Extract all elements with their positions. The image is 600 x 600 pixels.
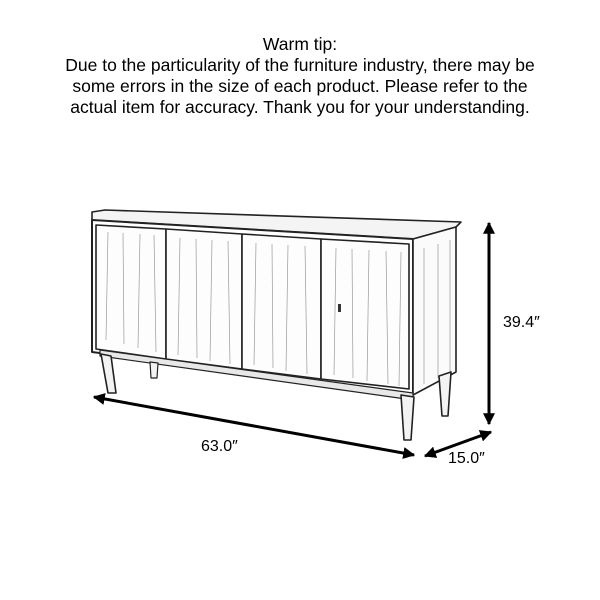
door-handle xyxy=(338,304,341,312)
cabinet-leg-front-left xyxy=(101,354,116,393)
height-dimension-label: 39.4″ xyxy=(503,314,540,331)
depth-dimension-label: 15.0″ xyxy=(448,450,485,467)
cabinet-leg-front-right xyxy=(401,395,414,440)
cabinet-leg-back-left xyxy=(150,362,158,378)
warm-tip-line-2: some errors in the size of each product. Please refer to the xyxy=(72,76,528,96)
width-dimension-label: 63.0″ xyxy=(201,438,238,455)
warm-tip-line-1: Due to the particularity of the furniture industry, there may be xyxy=(65,55,535,75)
width-dimension-arrow xyxy=(94,397,414,455)
cabinet-leg-back-right xyxy=(439,372,451,416)
cabinet-door-2 xyxy=(166,229,242,369)
warm-tip-title: Warm tip: xyxy=(262,34,338,54)
warm-tip-line-3: actual item for accuracy. Thank you for your understanding. xyxy=(70,97,530,117)
cabinet-side xyxy=(413,227,456,395)
